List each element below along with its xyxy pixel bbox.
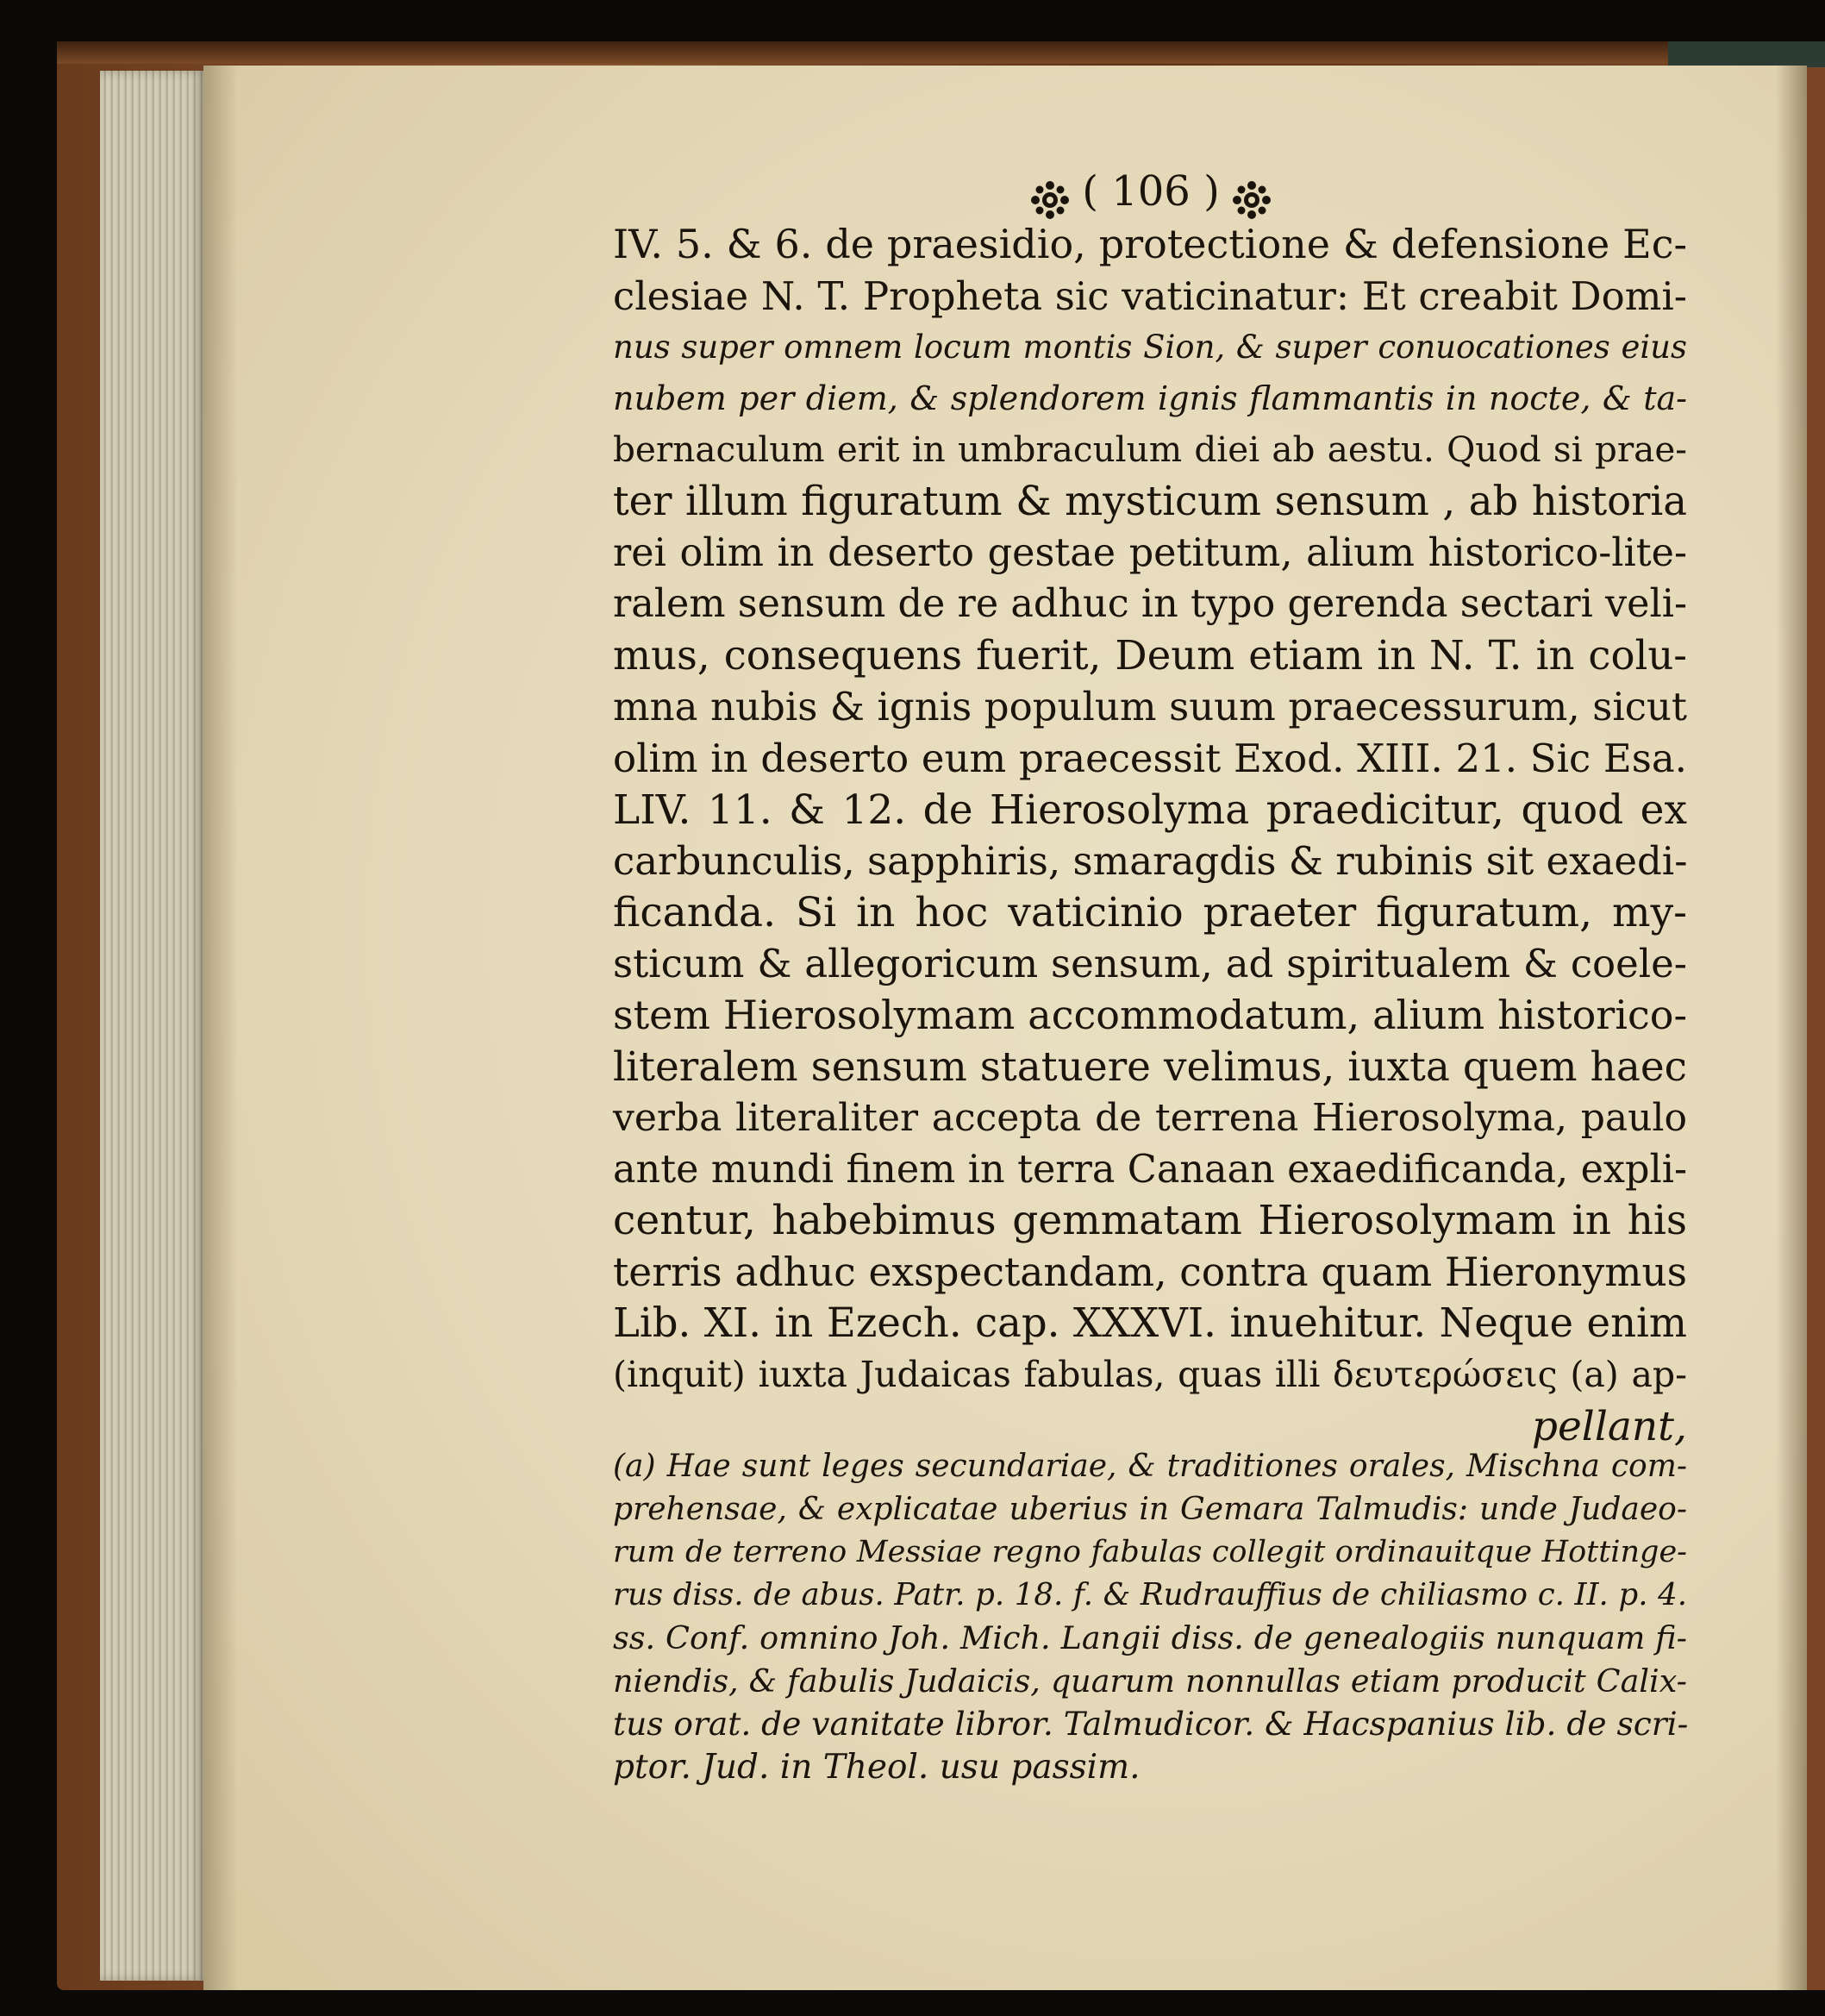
running-header	[1000, 160, 1302, 222]
text-line: Lib. XI. in Ezech. cap. XXXVI. inuehitur. Neque enim	[613, 1299, 1687, 1347]
text-line: carbunculis, sapphiris, smaragdis & rubinis sit exaedi-	[613, 838, 1688, 885]
text-line: centur, habebimus gemmatam Hierosolymam in his	[613, 1197, 1687, 1245]
bookmark-ribbon	[1668, 41, 1825, 67]
text-line: sticum & allegoricum sensum, ad spiritualem & coele-	[613, 941, 1687, 987]
page-fold-shadow	[1776, 66, 1807, 1990]
text-line: olim in deserto eum praecessit Exod. XIII. 21. Sic Esa.	[613, 735, 1687, 781]
flower-ornament-icon	[1232, 175, 1272, 215]
text-line: terris adhuc exspectandam, contra quam Hieronymus	[613, 1249, 1687, 1295]
footnote-line: rum de terreno Messiae regno fabulas collegit ordinauitque Hottinge-	[613, 1534, 1687, 1569]
text-line: verba literaliter accepta de terrena Hierosolyma, paulo	[613, 1096, 1687, 1141]
text-line: (inquit) iuxta Judaicas fabulas, quas illi δευτερώσεις (a) ap-	[613, 1354, 1687, 1396]
text-line: nubem per diem, & splendorem ignis flammantis in nocte, & ta-	[613, 379, 1687, 417]
text-line: pellant,	[1531, 1402, 1687, 1450]
text-line: nus super omnem locum montis Sion, & super conuocationes eius	[613, 329, 1687, 366]
text-line: stem Hierosolymam accommodatum, alium historico-	[613, 991, 1687, 1038]
text-line: mna nubis & ignis populum suum praecessurum, sicut	[613, 684, 1687, 730]
page-gutter-shadow	[203, 66, 238, 1990]
text-line: bernaculum erit in umbraculum diei ab aestu. Quod si prae-	[613, 429, 1687, 471]
text-line: ralem sensum de re adhuc in typo gerenda sectari veli-	[613, 582, 1687, 627]
footnote-line: niendis, & fabulis Judaicis, quarum nonnullas etiam producit Calix-	[613, 1662, 1687, 1700]
footnote-line: prehensae, & explicatae uberius in Gemara Talmudis: unde Judaeo-	[613, 1491, 1687, 1527]
footnote-line: ptor. Jud. in Theol. usu passim.	[613, 1747, 1141, 1787]
text-line: ficanda. Si in hoc vaticinio praeter figuratum, my-	[613, 888, 1687, 936]
body-text	[613, 219, 1687, 1452]
page-number: ( 106 )	[1082, 167, 1220, 216]
footnote-line: rus diss. de abus. Patr. p. 18. f. & Rudrauffius de chiliasmo c. II. p. 4.	[613, 1577, 1687, 1613]
text-line: mus, consequens fuerit, Deum etiam in N. T. in colu-	[613, 631, 1687, 679]
text-line: rei olim in deserto gestae petitum, alium historico-lite-	[613, 530, 1687, 575]
text-line: LIV. 11. & 12. de Hierosolyma praedicitur, quod ex	[613, 786, 1687, 834]
footnote-line: ss. Conf. omnino Joh. Mich. Langii diss. de genealogiis nunquam fi-	[613, 1619, 1687, 1657]
text-line: literalem sensum statuere velimus, iuxta quem haec	[613, 1042, 1687, 1091]
page-edges	[100, 71, 203, 1981]
text-line: ante mundi finem in terra Canaan exaedificanda, expli-	[613, 1147, 1687, 1192]
flower-ornament-icon	[1030, 175, 1070, 215]
cover-top-edge	[57, 41, 1825, 64]
text-line: IV. 5. & 6. de praesidio, protectione & defensione Ec-	[613, 221, 1687, 267]
footnote-line: (a) Hae sunt leges secundariae, & traditiones orales, Mischna com-	[613, 1449, 1687, 1484]
footnote-line: tus orat. de vanitate libror. Talmudicor. & Hacspanius lib. de scri-	[613, 1704, 1689, 1743]
text-line: ter illum figuratum & mysticum sensum , ab historia	[613, 477, 1687, 524]
text-line: clesiae N. T. Propheta sic vaticinatur: Et creabit Domi-	[613, 272, 1687, 319]
footnote-block	[613, 1445, 1687, 1788]
